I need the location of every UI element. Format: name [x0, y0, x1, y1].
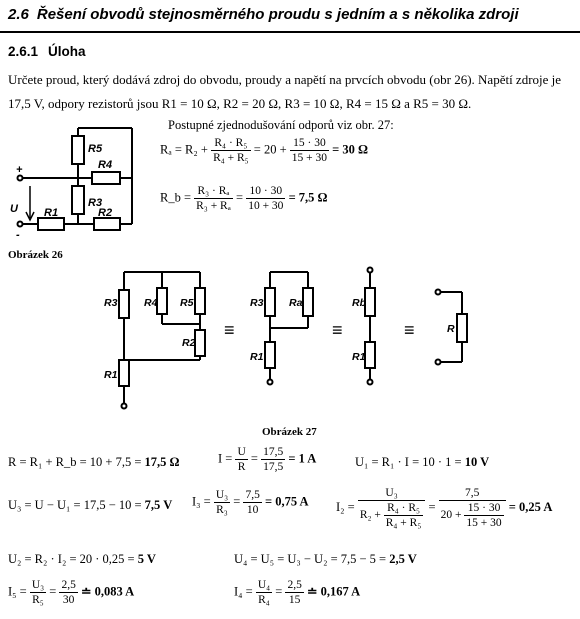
i-num: U	[237, 446, 246, 458]
i3-frac	[214, 488, 230, 517]
u1-result: 10 V	[464, 455, 490, 469]
ra-den: R₄ + R₅	[213, 152, 249, 164]
ra-num: R₄ · R₅	[211, 136, 251, 151]
i2-den-num: R₄ · R₅	[384, 501, 424, 516]
i2-den2-num: 15 · 30	[464, 501, 503, 516]
label-r1: R1	[44, 207, 59, 219]
u1-expr: U₁ = R₁ · I = 10 · 1 =	[355, 455, 465, 469]
i3-den2: 10	[246, 504, 259, 516]
i2-num2: 7,5	[439, 486, 506, 501]
ra-num2: 15 · 30	[290, 136, 329, 151]
i3-num: U₃	[215, 489, 229, 501]
u3-result: 7,5 V	[144, 498, 173, 512]
i2-den-frac	[384, 501, 424, 530]
u4-result: 2,5 V	[389, 552, 417, 566]
i5-frac	[30, 578, 46, 607]
i4-num: U₄	[257, 579, 271, 591]
i4-frac2	[285, 578, 303, 607]
equation-i5: I₅ = $\frac{\text{U₃}}{\text{R₅}}$ = $\frac{2,5}{30}$ ≐ 0,083 A	[8, 579, 135, 606]
i5-lhs: I₅ =	[8, 584, 27, 599]
rb-den: R₃ + Rₐ	[196, 200, 231, 212]
i-frac	[235, 445, 247, 474]
fig27-label-rb: Rb	[352, 297, 366, 309]
u2-result: 5 V	[137, 552, 156, 566]
i4-num2: 2,5	[287, 579, 302, 591]
i4-result: ≐ 0,167 A	[306, 584, 361, 599]
chapter-number: 2.6	[8, 6, 29, 23]
i-den2: 17,5	[263, 461, 284, 473]
equiv-3: ≡	[404, 320, 415, 340]
label-r2: R2	[98, 207, 113, 219]
rb-den2: 10 + 30	[248, 200, 284, 212]
fig27-label-r5: R5	[180, 297, 194, 309]
fig27-label-r1c: R1	[352, 351, 366, 363]
i2-result: = 0,25 A	[508, 499, 553, 514]
fig27-label-r3b: R3	[250, 297, 264, 309]
equiv-1: ≡	[224, 320, 235, 340]
equation-ra	[160, 136, 368, 165]
i2-frac2	[439, 486, 506, 530]
i2-num: U₃	[358, 486, 426, 501]
r-total-expr: R = R₁ + R_b = 10 + 7,5 =	[8, 455, 145, 469]
i5-num2: 2,5	[61, 579, 76, 591]
u3-expr: U₃ = U − U₁ = 17,5 − 10 =	[8, 498, 145, 512]
i2-den	[358, 501, 426, 530]
i3-result: = 0,75 A	[264, 494, 309, 509]
resistor-r5	[72, 136, 84, 164]
caption-figure-26: Obrázek 26	[8, 249, 63, 261]
i2-lhs: I₂ =	[336, 499, 355, 514]
i3-lhs: I₃ =	[192, 494, 211, 509]
network-2	[265, 272, 313, 385]
rb-num2: 10 · 30	[246, 184, 285, 199]
equation-u1	[355, 455, 489, 470]
chapter-heading	[8, 6, 519, 23]
label-r5: R5	[88, 143, 103, 155]
label-u: U	[10, 203, 18, 215]
rb-result: = 7,5 Ω	[288, 190, 328, 205]
resistor-r2	[94, 218, 120, 230]
i5-den: R₅	[32, 594, 44, 606]
equation-r-total	[8, 455, 180, 470]
i2-den2-a: 20 +	[440, 509, 462, 522]
i-lhs: I =	[218, 451, 233, 466]
i2-den2	[439, 501, 506, 530]
section-heading	[8, 44, 86, 59]
i4-den2: 15	[288, 594, 301, 606]
equation-u3	[8, 498, 172, 513]
ra-frac	[211, 136, 251, 165]
i5-frac2	[59, 578, 77, 607]
i-num2: 17,5	[263, 446, 284, 458]
label-r3: R3	[88, 197, 103, 209]
fig27-label-r1: R1	[104, 369, 118, 381]
equation-i: I = $\frac{U}{R}$ = $\frac{17,5}{17,5}$ = 1 A	[218, 446, 317, 473]
ra-den2: 15 + 30	[291, 152, 328, 164]
i4-frac	[256, 578, 272, 607]
ra-result: = 30 Ω	[332, 142, 369, 157]
i-den: R	[237, 461, 246, 473]
fig27-label-r3: R3	[104, 297, 118, 309]
section-number: 2.6.1	[8, 44, 39, 59]
i5-num: U₃	[31, 579, 45, 591]
label-r4: R4	[98, 159, 113, 171]
r-total-result: 17,5 Ω	[144, 455, 180, 469]
ra-lhs: Rₐ = R₂ +	[160, 142, 208, 157]
equation-i3: I₃ = $\frac{\text{U₃}}{\text{R₃}}$ = $\frac{7,5}{10}$ = 0,75 A	[192, 489, 309, 516]
rb-lhs: R_b =	[160, 190, 192, 205]
i2-den-a: R₂ +	[359, 509, 381, 522]
label-minus: -	[16, 229, 20, 241]
ra-frac2	[290, 136, 329, 165]
rb-num: R₃ · Rₐ	[194, 184, 233, 199]
i-frac2	[261, 445, 285, 474]
i3-frac2	[243, 488, 261, 517]
i-result: = 1 A	[288, 451, 317, 466]
resistor-r4	[92, 172, 120, 184]
equation-u4	[234, 552, 417, 567]
caption-figure-27: Obrázek 27	[262, 426, 317, 438]
i2-den2-den: 15 + 30	[466, 517, 502, 529]
i2-den2-frac	[464, 501, 503, 530]
resistor-r1	[38, 218, 64, 230]
fig27-label-r: R	[447, 323, 455, 335]
ra-mid: = 20 +	[253, 142, 287, 157]
fig27-label-r2: R2	[182, 337, 196, 349]
figure-27-simplification	[90, 266, 480, 416]
equation-rb: R_b = $\frac{\text{R₃ · Rₐ}}{\text{R₃ + Rₐ}}$ = $\frac{10 \cdot 30}{10 + 30}$ = 7,5 Ω	[160, 185, 328, 212]
i4-lhs: I₄ =	[234, 584, 253, 599]
equation-u2	[8, 552, 156, 567]
section-title: Úloha	[48, 44, 86, 59]
u4-expr: U₄ = U₅ = U₃ − U₂ = 7,5 − 5 =	[234, 552, 390, 566]
rb-frac2	[246, 184, 285, 213]
label-plus: +	[16, 164, 23, 176]
i3-num2: 7,5	[245, 489, 260, 501]
task-text: Určete proud, který dodává zdroj do obvodu, proudy a napětí na prvcích obvodu (obr 26). Napětí zdroje je 17,5 V, odpory rezistorů jsou R1 = 10 Ω, R2 = 20 Ω, R3 = 10 Ω, R4 = 15 Ω a R5 = 30 Ω.	[8, 72, 562, 111]
resistor-r3	[72, 186, 84, 214]
i2-den-den: R₄ + R₅	[385, 517, 422, 529]
figure-26-circuit	[6, 120, 156, 242]
fig27-label-r1b: R1	[250, 351, 264, 363]
i3-den: R₃	[216, 504, 228, 516]
chapter-title: Řešení obvodů stejnosměrného proudu s jedním a s několika zdroji	[36, 6, 519, 23]
i5-result: ≐ 0,083 A	[80, 584, 135, 599]
i4-den: R₄	[258, 594, 270, 606]
equation-i4: I₄ = $\frac{\text{U₄}}{\text{R₄}}$ = $\frac{2,5}{15}$ ≐ 0,167 A	[234, 579, 361, 606]
equation-i2: I₂ = U₃ R₂ + $\frac{\text{R₄ · R₅}}{\text{R₄ + R₅}}$ = 7,5 20 + $\frac{15 \cdot 30}{15 + 30}$ = 0,25 A	[336, 487, 553, 529]
network-3	[365, 268, 375, 385]
equiv-2: ≡	[332, 320, 343, 340]
u2-expr: U₂ = R₂ · I₂ = 20 · 0,25 =	[8, 552, 138, 566]
heading-rule	[0, 31, 580, 33]
simplification-note: Postupné zjednodušování odporů viz obr. 27:	[168, 118, 394, 132]
i2-frac	[358, 486, 426, 530]
i5-den2: 30	[62, 594, 75, 606]
fig27-label-ra: Ra	[289, 297, 303, 309]
fig27-label-r4: R4	[144, 297, 158, 309]
rb-frac	[194, 184, 233, 213]
